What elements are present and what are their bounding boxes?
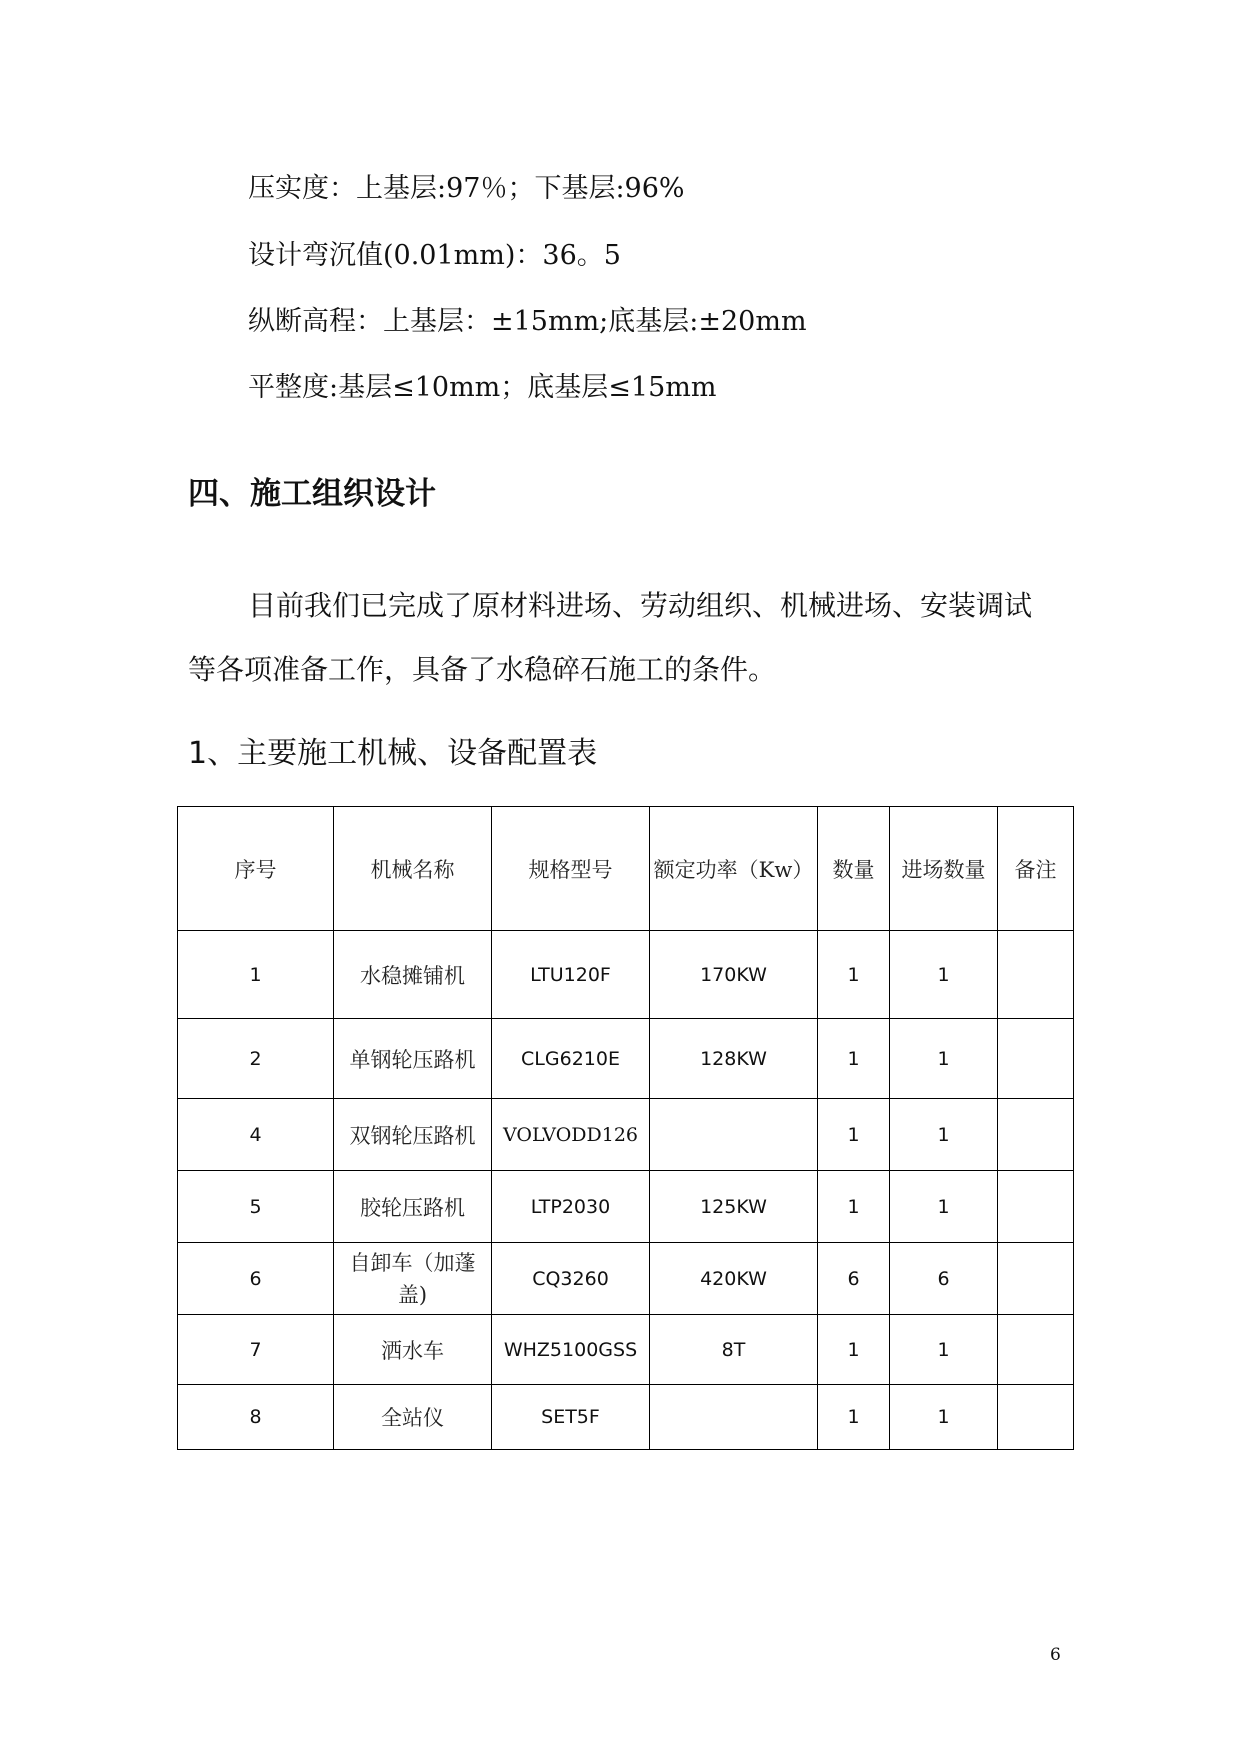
cell-model: SET5F	[492, 1385, 650, 1450]
cell-note	[998, 1019, 1074, 1099]
cell-power	[650, 1099, 818, 1171]
spec-elevation: 纵断高程：上基层：±15mm;底基层:±20mm	[248, 306, 807, 337]
cell-model: CQ3260	[492, 1243, 650, 1315]
table-row	[178, 1315, 1074, 1385]
table-row	[178, 931, 1074, 1019]
cell-qty: 1	[818, 1385, 890, 1450]
cell-power	[650, 1385, 818, 1450]
cell-power: 128KW	[650, 1019, 818, 1099]
paragraph-line-2: 等各项准备工作，具备了水稳碎石施工的条件。	[188, 653, 777, 686]
cell-model: WHZ5100GSS	[492, 1315, 650, 1385]
cell-no: 1	[178, 931, 334, 1019]
cell-qty: 6	[818, 1243, 890, 1315]
table-row	[178, 1019, 1074, 1099]
cell-name: 胶轮压路机	[334, 1171, 492, 1243]
cell-no: 5	[178, 1171, 334, 1243]
cell-onsite: 1	[890, 1171, 998, 1243]
header-onsite: 进场数量	[890, 807, 998, 931]
cell-power: 8T	[650, 1315, 818, 1385]
cell-note	[998, 1385, 1074, 1450]
table-row	[178, 1171, 1074, 1243]
cell-note	[998, 1315, 1074, 1385]
cell-power: 125KW	[650, 1171, 818, 1243]
cell-name: 单钢轮压路机	[334, 1019, 492, 1099]
table-row	[178, 1385, 1074, 1450]
cell-model: VOLVODD126	[492, 1099, 650, 1171]
header-power: 额定功率（Kw）	[650, 807, 818, 931]
spec-deflection: 设计弯沉值(0.01mm)：36。5	[248, 240, 621, 271]
paragraph-line-1: 目前我们已完成了原材料进场、劳动组织、机械进场、安装调试	[248, 589, 1033, 622]
cell-no: 2	[178, 1019, 334, 1099]
cell-onsite: 1	[890, 1385, 998, 1450]
header-name: 机械名称	[334, 807, 492, 931]
cell-model: CLG6210E	[492, 1019, 650, 1099]
cell-note	[998, 1099, 1074, 1171]
cell-name: 水稳摊铺机	[334, 931, 492, 1019]
cell-no: 8	[178, 1385, 334, 1450]
table-heading: 1、主要施工机械、设备配置表	[188, 736, 598, 771]
spec-flatness: 平整度:基层≤10mm；底基层≤15mm	[248, 372, 717, 403]
cell-qty: 1	[818, 931, 890, 1019]
table-header-row	[178, 807, 1074, 931]
section-heading: 四、施工组织设计	[188, 476, 436, 512]
spec-compaction: 压实度：上基层:97％；下基层:96%	[248, 173, 685, 204]
cell-onsite: 1	[890, 1315, 998, 1385]
cell-note	[998, 1243, 1074, 1315]
header-note: 备注	[998, 807, 1074, 931]
page-number: 6	[1050, 1645, 1061, 1665]
cell-qty: 1	[818, 1019, 890, 1099]
header-no: 序号	[178, 807, 334, 931]
cell-onsite: 1	[890, 1099, 998, 1171]
cell-qty: 1	[818, 1315, 890, 1385]
table-row	[178, 1243, 1074, 1315]
cell-onsite: 6	[890, 1243, 998, 1315]
cell-model: LTP2030	[492, 1171, 650, 1243]
cell-onsite: 1	[890, 1019, 998, 1099]
cell-name: 双钢轮压路机	[334, 1099, 492, 1171]
cell-name: 自卸车（加蓬盖)	[334, 1243, 492, 1315]
header-model: 规格型号	[492, 807, 650, 931]
equipment-table	[177, 806, 1074, 1450]
header-qty: 数量	[818, 807, 890, 931]
cell-onsite: 1	[890, 931, 998, 1019]
cell-no: 7	[178, 1315, 334, 1385]
cell-name: 洒水车	[334, 1315, 492, 1385]
cell-power: 420KW	[650, 1243, 818, 1315]
cell-no: 4	[178, 1099, 334, 1171]
cell-model: LTU120F	[492, 931, 650, 1019]
cell-qty: 1	[818, 1099, 890, 1171]
cell-qty: 1	[818, 1171, 890, 1243]
cell-no: 6	[178, 1243, 334, 1315]
table-row	[178, 1099, 1074, 1171]
cell-name: 全站仪	[334, 1385, 492, 1450]
cell-power: 170KW	[650, 931, 818, 1019]
cell-note	[998, 931, 1074, 1019]
cell-note	[998, 1171, 1074, 1243]
